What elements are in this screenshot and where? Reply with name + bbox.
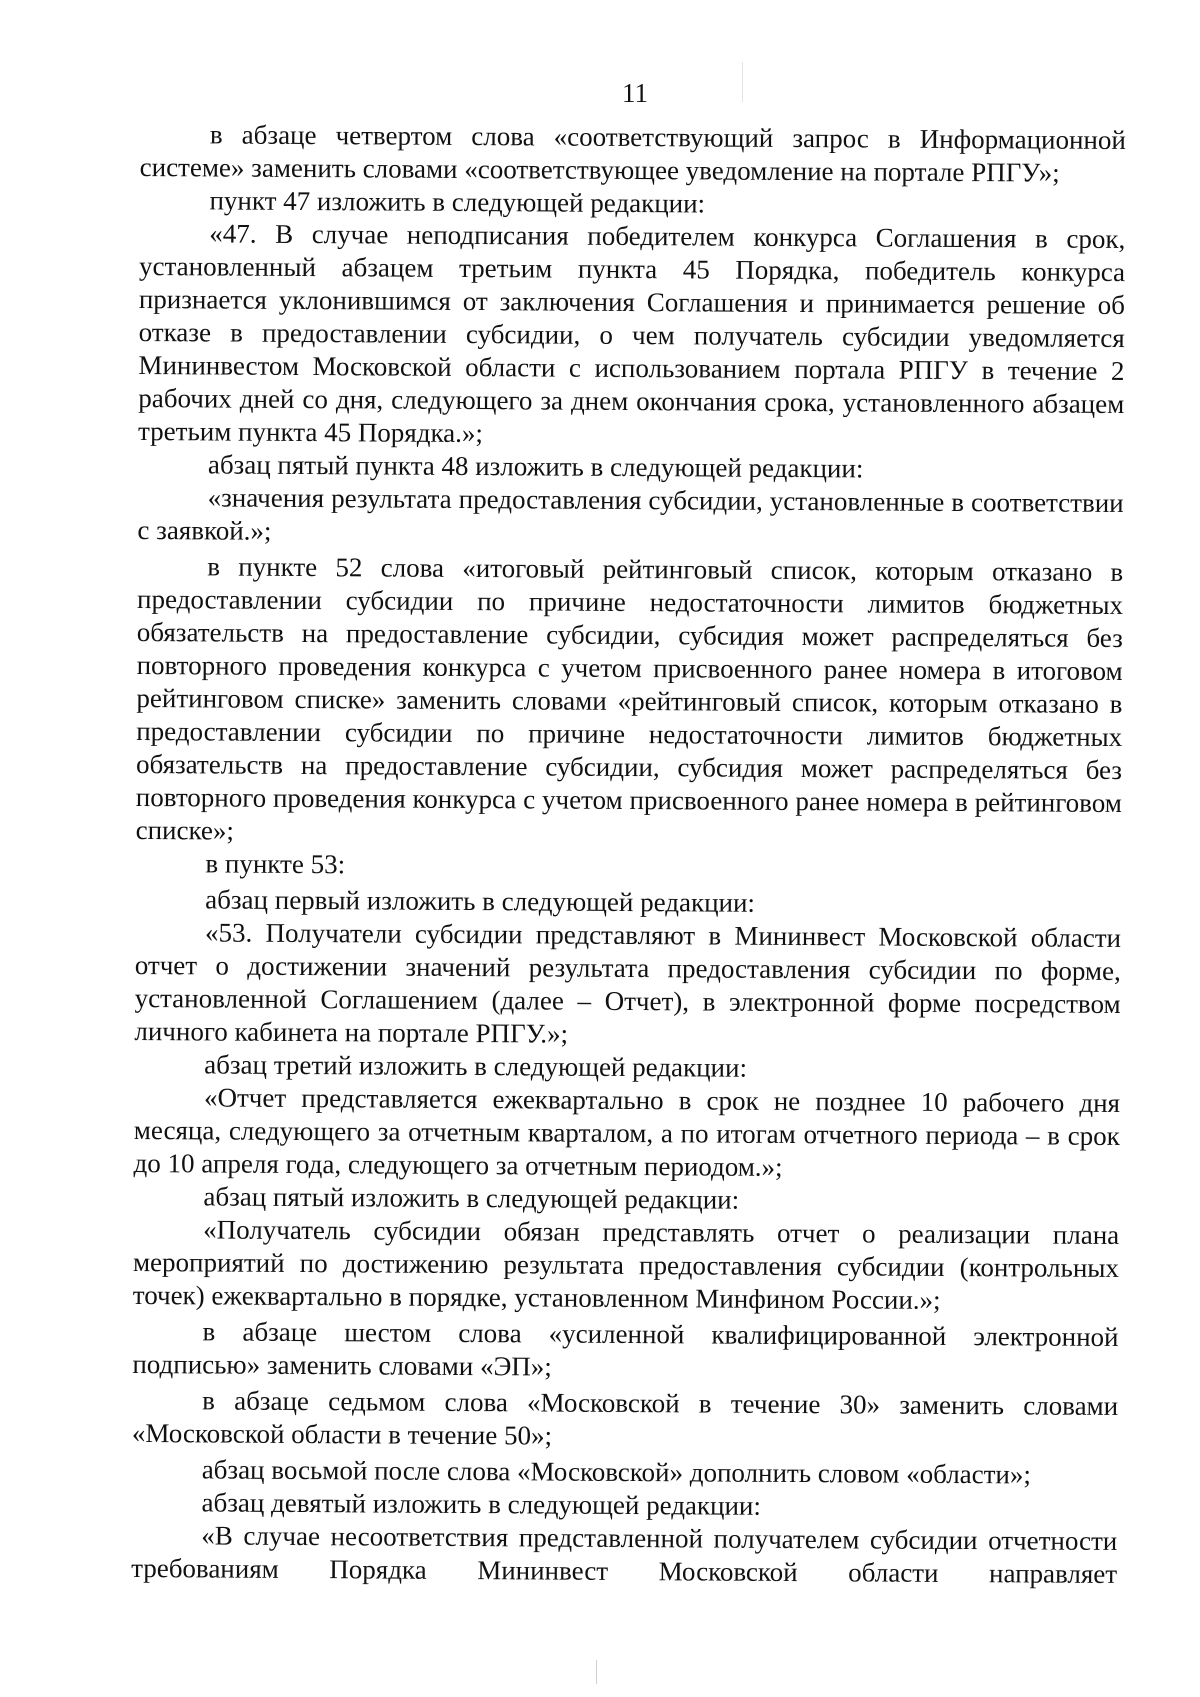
paragraph: в пункте 53: <box>205 848 346 880</box>
paragraph: в абзаце четвертом слова «соответствующий запрос в Информационной системе» заменить словами «соответствующее уведомление на портале РПГУ»; <box>139 119 1126 188</box>
paragraph: «Получатель субсидии обязан представлять отчет о реализации плана мероприятий по достижению результата предоставления субсидии (контрольных точек) ежеквартально в порядке, установленном Минфином России.»; <box>132 1214 1120 1315</box>
paragraph: пункт 47 изложить в следующей редакции: <box>209 185 706 219</box>
paragraph: абзац первый изложить в следующей редакции: <box>205 884 756 918</box>
paragraph: «В случае несоответствия представленной получателем субсидии отчетности требованиям Порядка Мининвест Московской области направляет <box>131 1520 1118 1589</box>
paragraph: абзац пятый изложить в следующей редакции: <box>203 1181 740 1215</box>
paragraph: абзац девятый изложить в следующей редакции: <box>201 1487 762 1521</box>
paragraph: абзац пятый пункта 48 изложить в следующей редакции: <box>207 449 864 484</box>
paragraph: в пункте 52 слова «итоговый рейтинговый список, которым отказано в предоставлении субсидии по причине недостаточности лимитов бюджетных обязательств на предоставление субсидии, субсидия может распределяться без повторного проведения конкурса с учетом присвоенного ранее номера в итоговом рейтинговом списке» заменить словами «рейтинговый список, которым отказано в предоставлении субсидии по причине недостаточности лимитов бюджетных обязательств на предоставление субсидии, субсидия может распределяться без повторного проведения конкурса с учетом присвоенного ранее номера в рейтинговом списке»; <box>135 551 1124 846</box>
scan-artifact <box>596 1660 597 1684</box>
document-body <box>131 118 1126 1591</box>
page-number: 11 <box>622 78 648 108</box>
paragraph: «значения результата предоставления субсидии, установленные в соответствии с заявкой.»; <box>137 482 1124 546</box>
paragraph: «Отчет представляется ежеквартально в срок не позднее 10 рабочего дня месяца, следующего за отчетным кварталом, а по итогам отчетного периода – в срок до 10 апреля года, следующего за отчетным периодом.»; <box>133 1082 1121 1182</box>
paragraph: в абзаце шестом слова «усиленной квалифицированной электронной подписью» заменить словами «ЭП»; <box>132 1316 1119 1382</box>
paragraph: в абзаце седьмом слова «Московской в течение 30» заменить словами «Московской области в течение 50»; <box>131 1385 1119 1451</box>
paragraph: абзац третий изложить в следующей редакции: <box>204 1049 748 1083</box>
paragraph: «47. В случае неподписания победителем конкурса Соглашения в срок, установленный абзацем третьим пункта 45 Порядка, победитель конкурса признается уклонившимся от заключения Соглашения и принимается решение об отказе в предоставлении субсидии, о чем получатель субсидии уведомляется Мининвестом Московской области с использованием портала РПГУ в течение 2 рабочих дней со дня, следующего за днем окончания срока, установленного абзацем третьим пункта 45 Порядка.»; <box>137 218 1126 449</box>
paragraph: «53. Получатели субсидии представляют в Мининвест Московской области отчет о достижении значений результата предоставления субсидии по форме, установленной Соглашением (далее – Отчет), в электронной форме посредством личного кабинета на портале РПГУ.»; <box>134 917 1122 1049</box>
paragraph: абзац восьмой после слова «Московской» дополнить словом «области»; <box>201 1454 1032 1490</box>
